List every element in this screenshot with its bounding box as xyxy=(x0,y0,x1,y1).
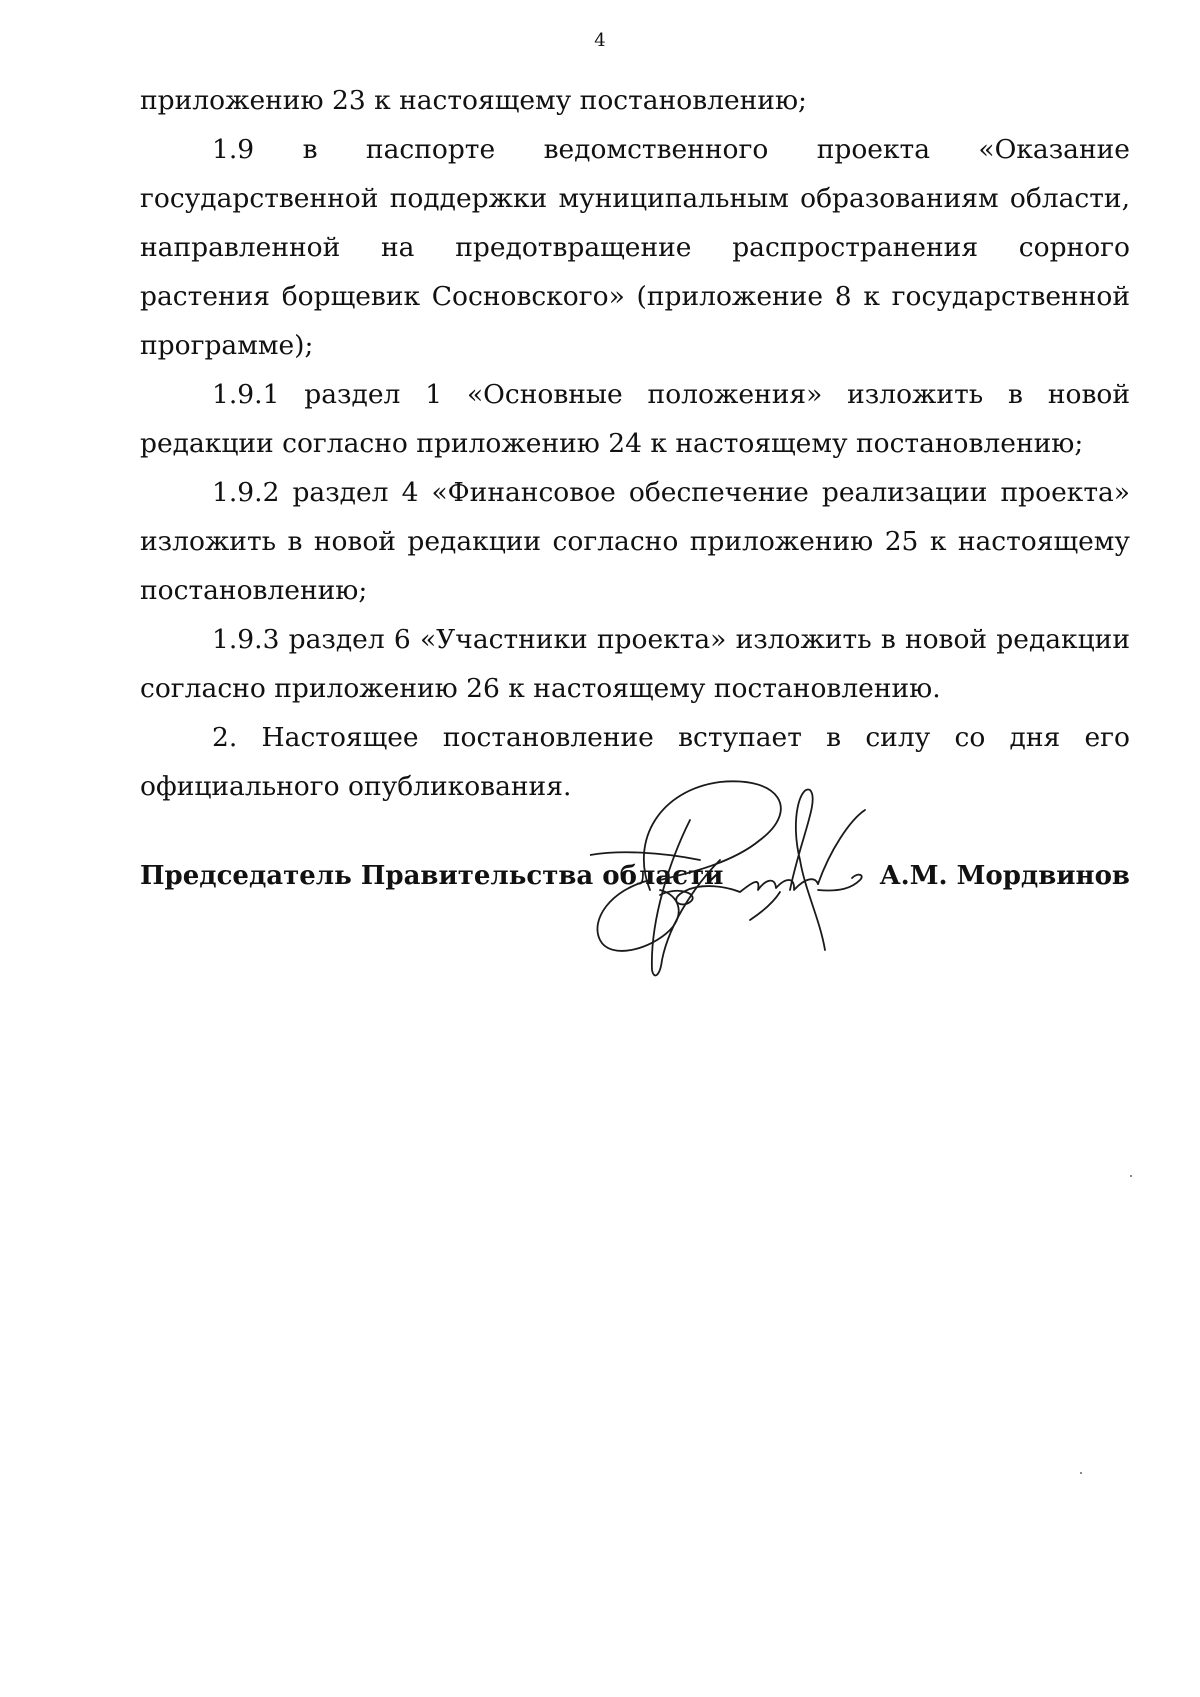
paragraph-1-9: 1.9 в паспорте ведомственного проекта «Оказание государственной поддержки муниципальным образованиям области, направленной на предотвращение распространения сорного растения борщевик Сосновского» (приложение 8 к государственной программе); xyxy=(140,134,1130,361)
signatory-role: Председатель Правительства области xyxy=(140,861,724,891)
scan-speck xyxy=(1130,1175,1132,1177)
paragraph-1-9-1: 1.9.1 раздел 1 «Основные положения» изложить в новой редакции согласно приложению 24 к настоящему постановлению; xyxy=(140,379,1130,459)
paragraph-continuation: приложению 23 к настоящему постановлению; xyxy=(140,85,807,116)
paragraph-2: 2. Настоящее постановление вступает в силу со дня его официального опубликования. xyxy=(140,722,1130,802)
page-number: 4 xyxy=(594,30,606,51)
paragraph-1-9-3: 1.9.3 раздел 6 «Участники проекта» изложить в новой редакции согласно приложению 26 к настоящему постановлению. xyxy=(140,624,1130,704)
scan-speck xyxy=(1080,1472,1082,1474)
paragraph-1-9-2: 1.9.2 раздел 4 «Финансовое обеспечение реализации проекта» изложить в новой редакции согласно приложению 25 к настоящему постановлению; xyxy=(140,477,1130,606)
document-body xyxy=(140,76,1130,811)
handwritten-signature xyxy=(590,780,950,980)
signatory-name: А.М. Мордвинов xyxy=(879,861,1130,891)
